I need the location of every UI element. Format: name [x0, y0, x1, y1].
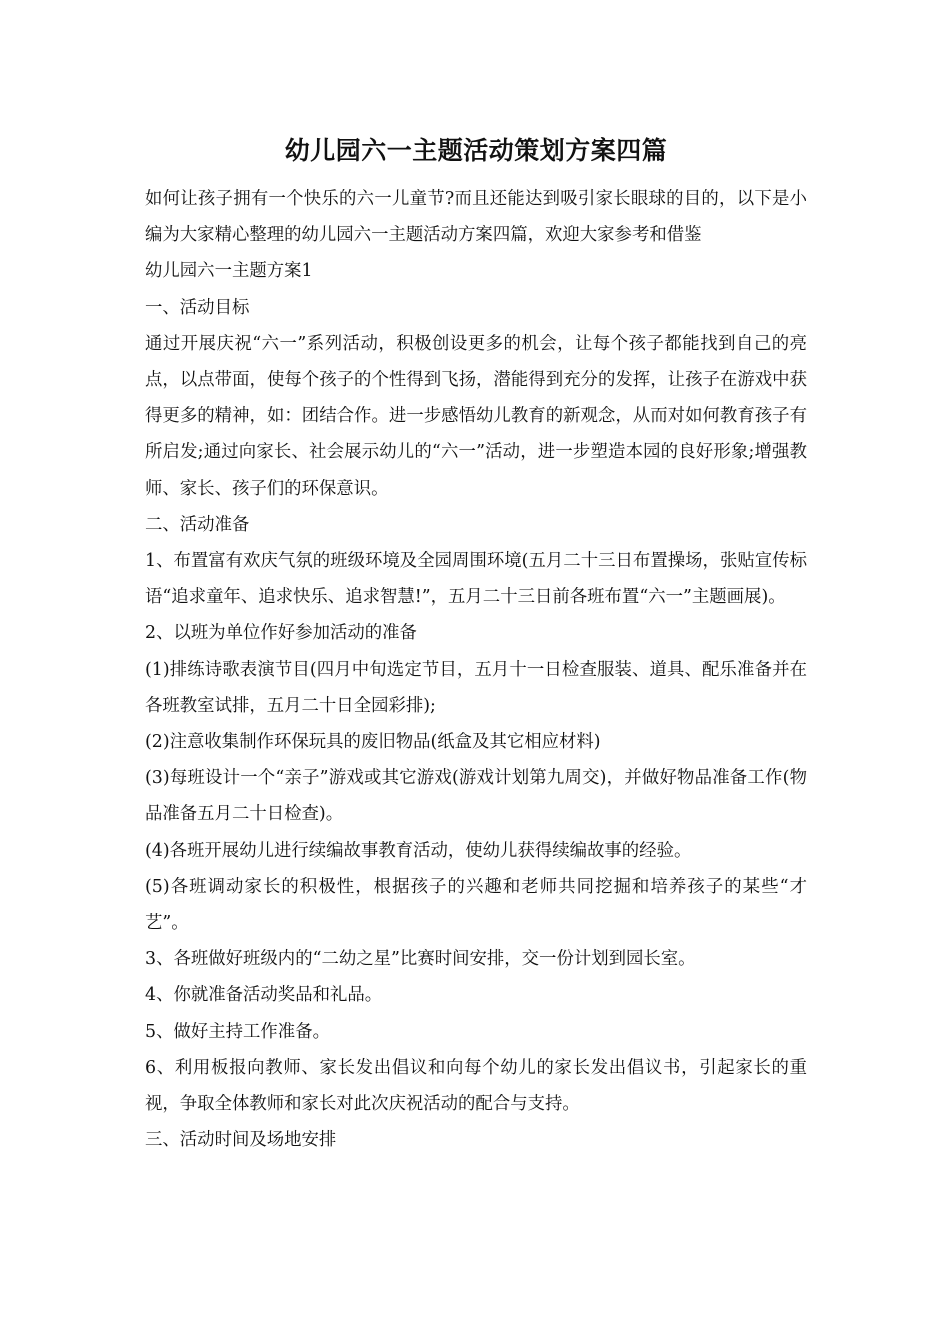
prep-item-2: 2、以班为单位作好参加活动的准备	[145, 623, 417, 644]
prep-subitem-2: (2)注意收集制作环保玩具的废旧物品(纸盒及其它相应材料)	[145, 732, 601, 753]
section-heading-goals: 一、活动目标	[145, 297, 250, 318]
prep-subitem-1: (1)排练诗歌表演节目(四月中旬选定节目，五月十一日检查服装、道具、配乐准备并在各班教室试排，五月二十日全园彩排);	[145, 659, 807, 716]
prep-subitem-5: (5)各班调动家长的积极性，根据孩子的兴趣和老师共同挖掘和培养孩子的某些“才艺”。	[145, 876, 807, 934]
prep-item-6: 6、利用板报向教师、家长发出倡议和向每个幼儿的家长发出倡议书，引起家长的重视，争取全体教师和家长对此次庆祝活动的配合与支持。	[145, 1057, 807, 1115]
plan-1-heading: 幼儿园六一主题方案1	[145, 261, 313, 282]
prep-subitem-4: (4)各班开展幼儿进行续编故事教育活动，使幼儿获得续编故事的经验。	[145, 840, 692, 861]
document-body	[145, 181, 807, 1158]
goals-paragraph: 通过开展庆祝“六一”系列活动，积极创设更多的机会，让每个孩子都能找到自己的亮点，以点带面，使每个孩子的个性得到飞扬，潜能得到充分的发挥，让孩子在游戏中获得更多的精神，如：团结合作。进一步感悟幼儿教育的新观念，从而对如何教育孩子有所启发;通过向家长、社会展示幼儿的“六一”活动，进一步塑造本园的良好形象;增强教师、家长、孩子们的环保意识。	[145, 333, 807, 499]
intro-paragraph: 如何让孩子拥有一个快乐的六一儿童节?而且还能达到吸引家长眼球的目的，以下是小编为大家精心整理的幼儿园六一主题活动方案四篇，欢迎大家参考和借鉴	[145, 189, 807, 246]
prep-item-4: 4、你就准备活动奖品和礼品。	[145, 985, 383, 1006]
prep-item-1: 1、布置富有欢庆气氛的班级环境及全园周围环境(五月二十三日布置操场，张贴宣传标语“追求童年、追求快乐、追求智慧!”，五月二十三日前各班布置“六一”主题画展)。	[145, 551, 807, 608]
prep-subitem-3: (3)每班设计一个“亲子”游戏或其它游戏(游戏计划第九周交)，并做好物品准备工作(物品准备五月二十日检查)。	[145, 768, 807, 825]
prep-item-5: 5、做好主持工作准备。	[145, 1021, 330, 1042]
section-heading-schedule: 三、活动时间及场地安排	[145, 1130, 337, 1151]
document-title: 幼儿园六一主题活动策划方案四篇	[284, 136, 668, 165]
section-heading-preparation: 二、活动准备	[145, 514, 250, 535]
prep-item-3: 3、各班做好班级内的“二幼之星”比赛时间安排，交一份计划到园长室。	[145, 949, 696, 970]
